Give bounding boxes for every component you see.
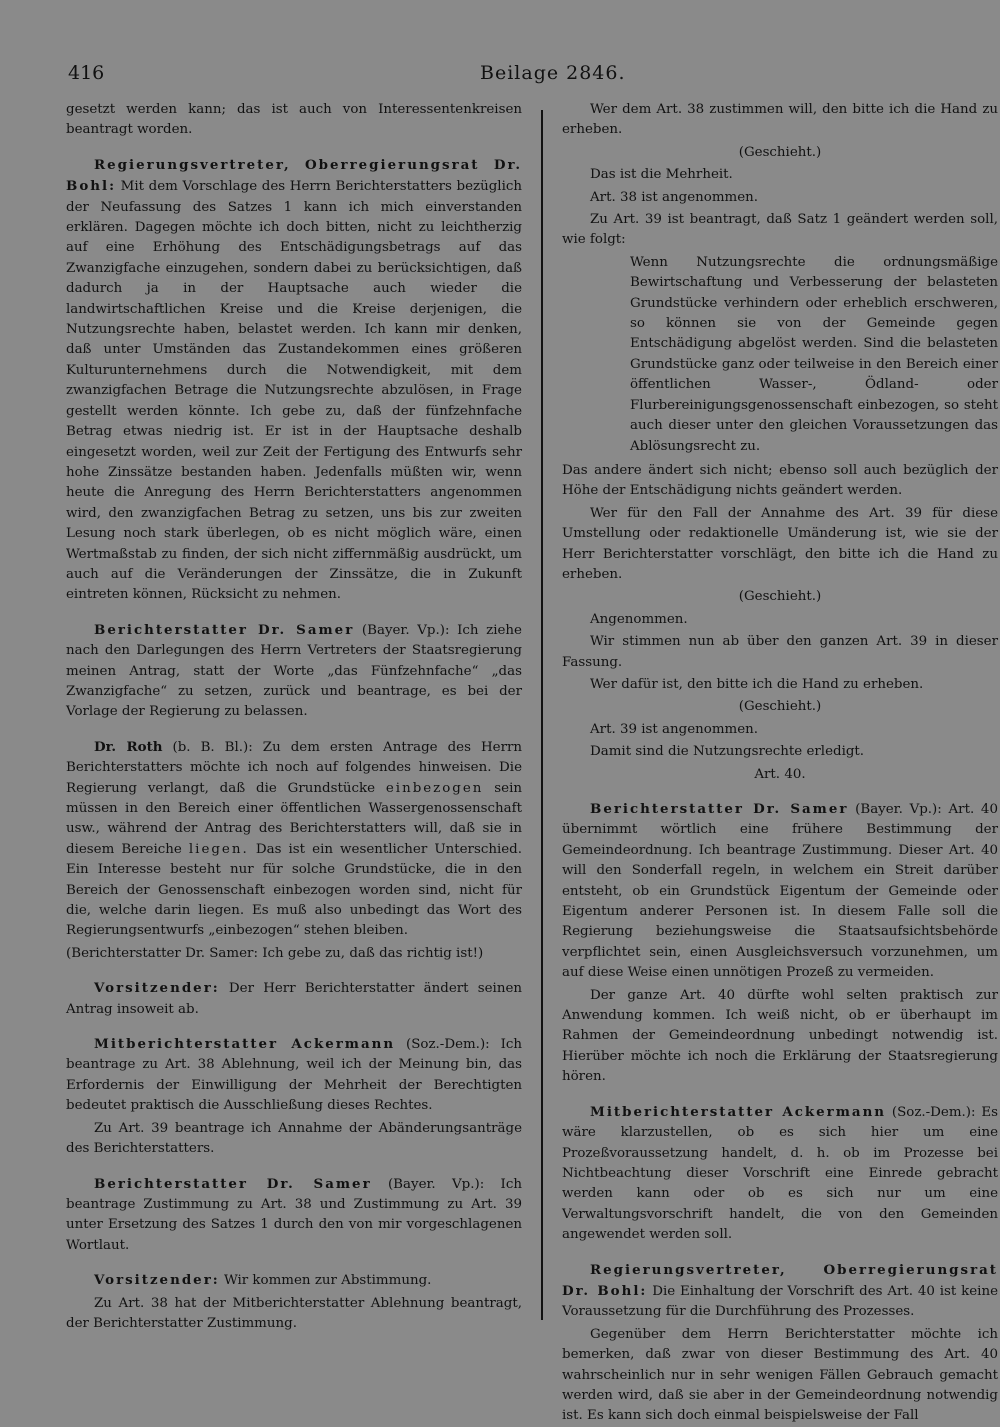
speech-text: Die Einhaltung der Vorschrift des Art. 40 ist keine Voraussetzung für die Durchführung des Prozesses. [562, 1283, 999, 1320]
speech-text: Mit dem Vorschlage des Herrn Berichterstatters bezüglich der Neufassung des Satzes 1 kann ich mich einverstanden erklären. Dagegen möchte ich doch bitten, nicht zu leichtherzig auf eine Erhöhung des Entschädigungsbetrags auf das Zwanzigfache einzugehen, sondern dabei zu berücksichtigen, daß dadurch ja in der Hauptsache auch wieder die landwirtschaftlichen Kreise und die Kreise derjenigen, die Nutzungsrechte haben, belastet werden. Ich kann mir denken, daß unter Umständen das Zustandekommen eines größeren Kulturunternehmens durch die Notwendigkeit, mit dem zwanzigfachen Betrage die Nutzungsrechte abzulösen, in Frage gestellt werden könnte. Ich gebe zu, daß der fünfzehnfache Betrag etwas niedrig ist. Er ist in der Hauptsache deshalb eingesetzt worden, weil zur Zeit der Fertigung des Entwurfs sehr hohe Zinssätze bestanden haben. Jedenfalls müßten wir, wenn heute die Anregung des Herrn Berichterstatters angenommen wird, den zwanzigfachen Betrag zu setzen, uns bis zur zweiten Lesung noch stark überlegen, ob es nicht möglich wäre, einen Wertmaßstab zu finden, der sich nicht ziffernmäßig ausdrückt, um auch auf die Veränderungen der Zinssätze, die in Zukunft eintreten können, Rücksicht zu nehmen. [66, 179, 522, 603]
paragraph-text: Das ist die Mehrheit. [590, 167, 733, 183]
paragraph-text: Art. 38 ist angenommen. [590, 189, 759, 205]
quote-text: Wenn Nutzungsrechte die ordnungsmäßige Bewirtschaftung und Verbesserung der belasteten Grundstücke verhindern oder erheblich erschweren, so können sie von der Gemeinde gegen Entschädigung abgelöst werden. Sind die belasteten Grundstücke ganz oder teilweise in den Bereich einer öffentlichen Wasser-, Ödland- oder Flurbereinigungsgenossenschaft einbezogen, so steht auch dieser unter den gleichen Voraussetzungen das Ablösungsrecht zu. [630, 254, 998, 454]
speech-text: (b. B. Bl.): Zu dem ersten Antrage des Herrn Berichterstatters möchte ich noch auf folgendes hinweisen. Die Regierung verlangt, daß die Grundstücke [66, 739, 522, 796]
speech-text: (Soz.-Dem.): Es wäre klarzustellen, ob es sich hier um eine Prozeßvoraussetzung handelt, d. h. ob im Prozesse bei Nichtbeachtung dieser Vorschrift eine Einrede gebracht werden kann oder ob es sich nur um eine Verwaltungsvorschrift handelt, die von den Gemeinden angewendet werden soll. [562, 1104, 998, 1243]
paragraph [562, 720, 998, 740]
speech-paragraph [66, 155, 522, 606]
paragraph-text: Art. 39 ist angenommen. [590, 721, 759, 737]
emphasized-word: liegen. [188, 841, 249, 857]
paragraph-text: Damit sind die Nutzungsrechte erledigt. [590, 744, 865, 760]
stage-direction-text: (Geschieht.) [738, 699, 822, 715]
paragraph [562, 675, 998, 695]
speech-text: Das ist ein wesentlicher Unterschied. Ein Interesse besteht nur für solche Grundstücke, die in den Bereich der Genossenschaft einbezogen worden sind, nicht für die, welche darin liegen. Es muß also unbedingt das Wort des Regierungsentwurfs „einbezogen“ stehen bleiben. [66, 841, 522, 939]
paragraph-text: Wer für den Fall der Annahme des Art. 39 für diese Umstellung oder redaktionelle Umänderung ist, wie sie der Herr Berichterstatter vorschlägt, den bitte ich die Hand zu erheben. [562, 505, 998, 582]
speaker-name: Berichterstatter Dr. Samer [94, 621, 355, 638]
paragraph [562, 610, 998, 630]
paragraph [562, 165, 998, 185]
page-header [68, 58, 988, 94]
column-divider [541, 110, 543, 1320]
stage-direction [562, 697, 998, 717]
paragraph [562, 1325, 998, 1427]
speech-paragraph [66, 1270, 522, 1291]
right-column [562, 100, 999, 1424]
paragraph-text: Wir stimmen nun ab über den ganzen Art. 39 in dieser Fassung. [562, 634, 998, 670]
speech-text: (Soz.-Dem.): Ich beantrage zu Art. 38 Ablehnung, weil ich der Meinung bin, das Erfordernis der Einwilligung der Mehrheit der Berechtigten bedeutet praktisch die Ausschließung dieses Rechtes. [66, 1037, 522, 1114]
paragraph [562, 986, 998, 1088]
speech-paragraph [562, 1260, 998, 1323]
stage-direction [562, 587, 998, 607]
speaker-name: Berichterstatter Dr. Samer [590, 801, 849, 817]
paragraph [562, 504, 998, 586]
paragraph-text: Das andere ändert sich nicht; ebenso soll auch bezüglich der Höhe der Entschädigung nichts geändert werden. [562, 462, 998, 499]
speaker-name: Vorsitzender: [94, 1272, 220, 1289]
speech-text: (Bayer. Vp.): Ich beantrage Zustimmung zu Art. 38 und Zustimmung zu Art. 39 unter Ersetzung des Satzes 1 durch den von mir vorgeschlagenen Wortlaut. [66, 1176, 522, 1253]
paragraph-text: Der ganze Art. 40 dürfte wohl selten praktisch zur Anwendung kommen. Ich weiß nicht, ob er überhaupt im Rahmen der Gemeindeordnung unbedingt notwendig ist. Hierüber möchte ich noch die Erklärung der Staatsregierung hören. [562, 987, 998, 1085]
article-heading [562, 765, 998, 785]
paragraph [562, 742, 998, 762]
paragraph [66, 100, 522, 141]
stage-direction-text: (Geschieht.) [738, 589, 822, 605]
paragraph-text: Zu Art. 38 hat der Mitberichterstatter Ablehnung beantragt, der Berichterstatter Zustimmung. [66, 1295, 522, 1331]
speaker-name: Berichterstatter Dr. Samer [94, 1175, 372, 1192]
paragraph [562, 461, 998, 502]
paragraph [562, 210, 998, 251]
speech-paragraph [66, 1034, 522, 1117]
speech-text: (Bayer. Vp.): Ich ziehe nach den Darlegungen des Herrn Vertreters der Staatsregierung meinen Antrag, statt der Worte „das Fünfzehnfache“ „das Zwanzigfache“ zu setzen, zurück und beantrage, es bei der Vorlage der Regierung zu belassen. [66, 622, 522, 720]
speaker-name: Regierungsvertreter, Oberregierungsrat Dr. Bohl: [562, 1261, 998, 1299]
speaker-name: Vorsitzender: [94, 980, 220, 997]
paragraph-text: gesetzt werden kann; das ist auch von Interessentenkreisen beantragt worden. [66, 102, 522, 138]
page-number: 416 [68, 62, 105, 84]
paragraph [562, 632, 998, 673]
speaker-name: Regierungsvertreter, Oberregierungsrat Dr. Bohl: [66, 156, 522, 195]
left-column [66, 100, 523, 1331]
speech-paragraph [66, 737, 522, 942]
paragraph [66, 1119, 522, 1160]
speech-text: Wir kommen zur Abstimmung. [223, 1273, 432, 1289]
interjection-text: (Berichterstatter Dr. Samer: Ich gebe zu, daß das richtig ist!) [66, 945, 484, 961]
interjection [66, 944, 522, 964]
speech-paragraph [562, 1102, 998, 1246]
speech-paragraph [66, 978, 522, 1020]
paragraph-text: Gegenüber dem Herrn Berichterstatter möchte ich bemerken, daß zwar von dieser Bestimmung des Art. 40 wahrscheinlich nur in sehr wenigen Fällen Gebrauch gemacht werden wird, daß sie aber in der Gemeindeordnung notwendig ist. Es kann sich doch einmal beispielsweise der Fall [562, 1326, 998, 1424]
speech-text: (Bayer. Vp.): Art. 40 übernimmt wörtlich eine frühere Bestimmung der Gemeindeordnung. Ich beantrage Zustimmung. Dieser Art. 40 will den Sonderfall regeln, in welchem ein Streit darüber entsteht, ob ein Grundstück Eigentum der Gemeinde oder Eigentum anderer Personen ist. In diesem Falle soll die Regierung beziehungsweise die Staatsaufsichtsbehörde verpflichtet sein, einen Ausgleichsversuch vorzunehmen, um auf diese Weise einen unnötigen Prozeß zu vermeiden. [562, 802, 998, 981]
paragraph-text: Zu Art. 39 beantrage ich Annahme der Abänderungsanträge des Berichterstatters. [66, 1120, 522, 1157]
article-heading-text: Art. 40. [754, 766, 806, 782]
paragraph [562, 188, 998, 208]
speaker-name: Dr. Roth [94, 738, 163, 755]
speaker-name: Mitberichterstatter Ackermann [590, 1103, 887, 1120]
emphasized-word: einbezogen [385, 780, 484, 796]
speech-paragraph [66, 620, 522, 723]
paragraph [562, 100, 998, 141]
paragraph [66, 1294, 522, 1335]
speech-text: Der Herr Berichterstatter ändert seinen Antrag insoweit ab. [66, 981, 522, 1017]
paragraph-text: Wer dafür ist, den bitte ich die Hand zu erheben. [590, 676, 924, 692]
speech-paragraph [66, 1174, 522, 1257]
amendment-quote [630, 253, 998, 457]
running-title: Beilage 2846. [480, 62, 626, 84]
stage-direction [562, 143, 998, 163]
stage-direction-text: (Geschieht.) [738, 144, 822, 160]
paragraph-text: Angenommen. [590, 611, 688, 627]
speech-paragraph [562, 799, 998, 984]
speaker-name: Mitberichterstatter Ackermann [94, 1036, 396, 1053]
paragraph-text: Wer dem Art. 38 zustimmen will, den bitte ich die Hand zu erheben. [562, 102, 998, 138]
paragraph-text: Zu Art. 39 ist beantragt, daß Satz 1 geändert werden soll, wie folgt: [562, 212, 998, 248]
speech-text: sein müssen in den Bereich einer öffentlichen Wassergenossenschaft usw., während der Antrag des Berichterstatters will, daß sie in diesem Bereiche [66, 780, 523, 857]
